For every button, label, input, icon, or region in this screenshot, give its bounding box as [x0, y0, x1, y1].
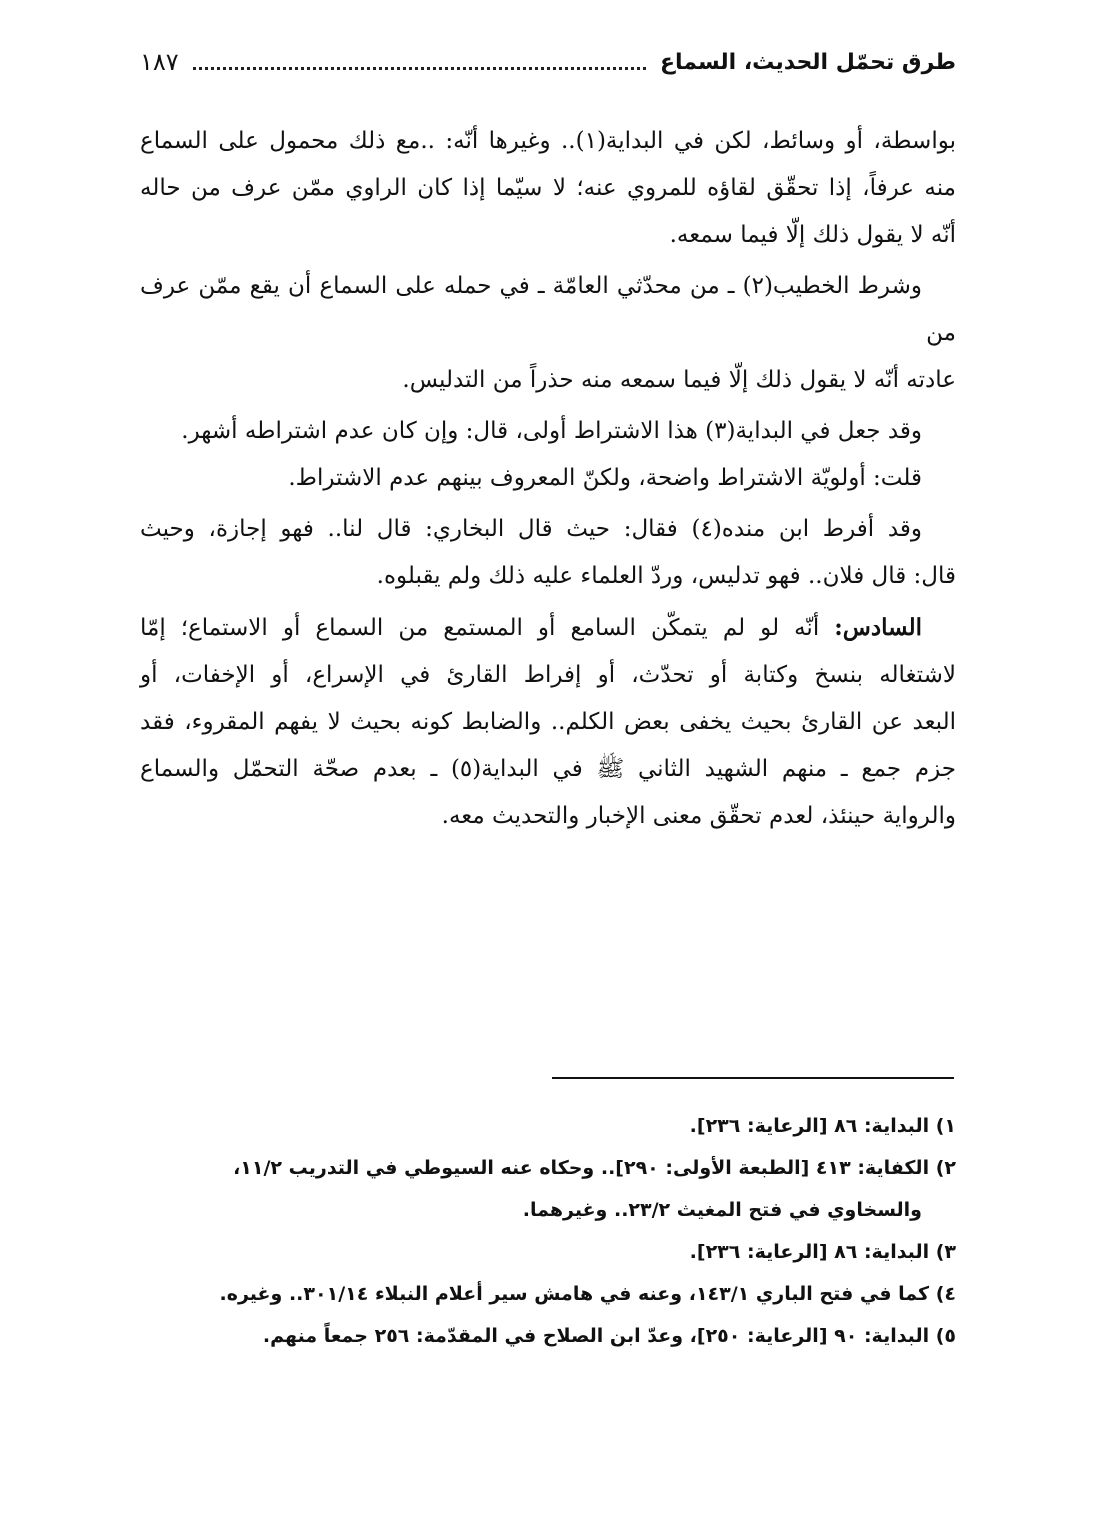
body-line-9: قال: قال فلان.. فهو تدليس، وردّ العلماء عليه ذلك ولم يقبلوه. — [376, 563, 956, 589]
body-line-6: وقد جعل في البداية(٣) هذا الاشتراط أولى، قال: وإن كان عدم اشتراطه أشهر. — [181, 418, 922, 444]
body-line-2: منه عرفاً، إذا تحقّق لقاؤه للمروي عنه؛ لا سيّما إذا كان الراوي ممّن عرف من حاله — [140, 175, 956, 201]
footnote-separator — [552, 1077, 954, 1079]
footnote-1: ١) البداية: ٨٦ [الرعاية: ٢٣٦]. — [689, 1115, 956, 1137]
body-line-8: وقد أفرط ابن منده(٤) فقال: حيث قال البخاري: قال لنا.. فهو إجازة، وحيث — [140, 516, 923, 542]
body-line-7: قلت: أولويّة الاشتراط واضحة، ولكنّ المعروف بينهم عدم الاشتراط. — [288, 465, 922, 491]
section-lead-word: السادس: — [834, 614, 922, 641]
body-line-14: والرواية حينئذ، لعدم تحقّق معنى الإخبار والتحديث معه. — [441, 803, 956, 829]
footnotes — [140, 1105, 956, 1357]
body-line-5: عادته أنّه لا يقول ذلك إلّا فيما سمعه منه حذراً من التدليس. — [402, 367, 956, 393]
header-dot-leader — [193, 55, 646, 70]
main-text — [140, 118, 956, 840]
footnote-2: ٢) الكفاية: ٤١٣ [الطبعة الأولى: ٢٩٠].. وحكاه عنه السيوطي في التدريب ١١/٢، — [233, 1157, 956, 1179]
body-line-12: البعد عن القارئ بحيث يخفى بعض الكلم.. والضابط كونه بحيث لا يفهم المقروء، فقد — [140, 709, 956, 735]
body-line-3: أنّه لا يقول ذلك إلّا فيما سمعه. — [669, 222, 956, 248]
body-line-4: وشرط الخطيب(٢) ـ من محدّثي العامّة ـ في حمله على السماع أن يقع ممّن عرف من — [140, 273, 956, 346]
body-line-11: لاشتغاله بنسخ وكتابة أو تحدّث، أو إفراط القارئ في الإسراع، أو الإخفات، أو — [140, 662, 956, 688]
body-line-10-text: أنّه لو لم يتمكّن السامع أو المستمع من السماع أو الاستماع؛ إمّا — [140, 615, 820, 641]
running-header — [140, 42, 956, 82]
footnote-5: ٥) البداية: ٩٠ [الرعاية: ٢٥٠]، وعدّ ابن الصلاح في المقدّمة: ٢٥٦ جمعاً منهم. — [262, 1325, 956, 1347]
running-title: طرق تحمّل الحديث، السماع — [659, 49, 956, 75]
body-line-10 — [140, 604, 956, 652]
page-number: ١٨٧ — [140, 48, 179, 76]
body-line-1: بواسطة، أو وسائط، لكن في البداية(١).. وغيرها أنّه: ..مع ذلك محمول على السماع — [140, 128, 956, 154]
body-line-13: جزم جمع ـ منهم الشهيد الثاني ﷺ في البداية(٥) ـ بعدم صحّة التحمّل والسماع — [140, 756, 956, 782]
footnote-3: ٣) البداية: ٨٦ [الرعاية: ٢٣٦]. — [689, 1241, 956, 1263]
footnote-2-continued: والسخاوي في فتح المغيث ٢٣/٢.. وغيرهما. — [522, 1199, 922, 1221]
footnote-4: ٤) كما في فتح الباري ١٤٣/١، وعنه في هامش سير أعلام النبلاء ٣٠١/١٤.. وغيره. — [219, 1283, 956, 1305]
